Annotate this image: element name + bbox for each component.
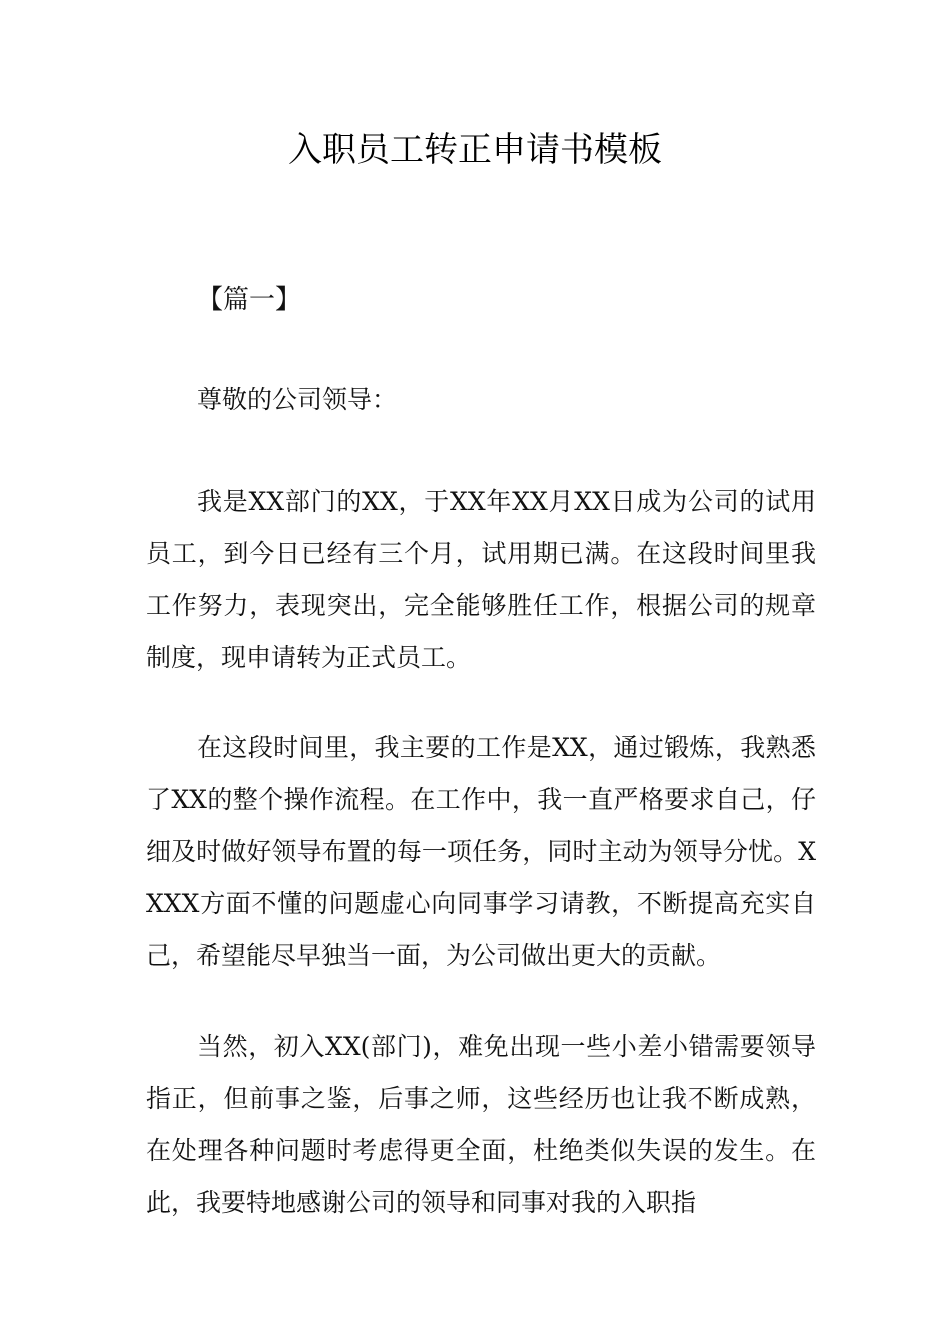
body-paragraph: 当然，初入XX(部门)，难免出现一些小差小错需要领导指正，但前事之鉴，后事之师，这些经历也让我不断成熟，在处理各种问题时考虑得更全面，杜绝类似失误的发生。在此，我要特地感谢公司的领导和同事对我的入职指 xyxy=(146,1032,816,1217)
body-paragraph: 在这段时间里，我主要的工作是XX，通过锻炼，我熟悉了XX的整个操作流程。在工作中，我一直严格要求自己，仔细及时做好领导布置的每一项任务，同时主动为领导分忧。XXXX方面不懂的问题虚心向同事学习请教，不断提高充实自己，希望能尽早独当一面，为公司做出更大的贡献。 xyxy=(146,733,816,970)
document-title: 入职员工转正申请书模板 xyxy=(288,130,662,170)
salutation: 尊敬的公司领导： xyxy=(197,385,398,414)
section-label: 【篇一】 xyxy=(197,285,302,315)
body-paragraph: 我是XX部门的XX，于XX年XX月XX日成为公司的试用员工，到今日已经有三个月，试用期已满。在这段时间里我工作努力，表现突出，完全能够胜任工作，根据公司的规章制度，现申请转为正式员工。 xyxy=(146,487,816,672)
